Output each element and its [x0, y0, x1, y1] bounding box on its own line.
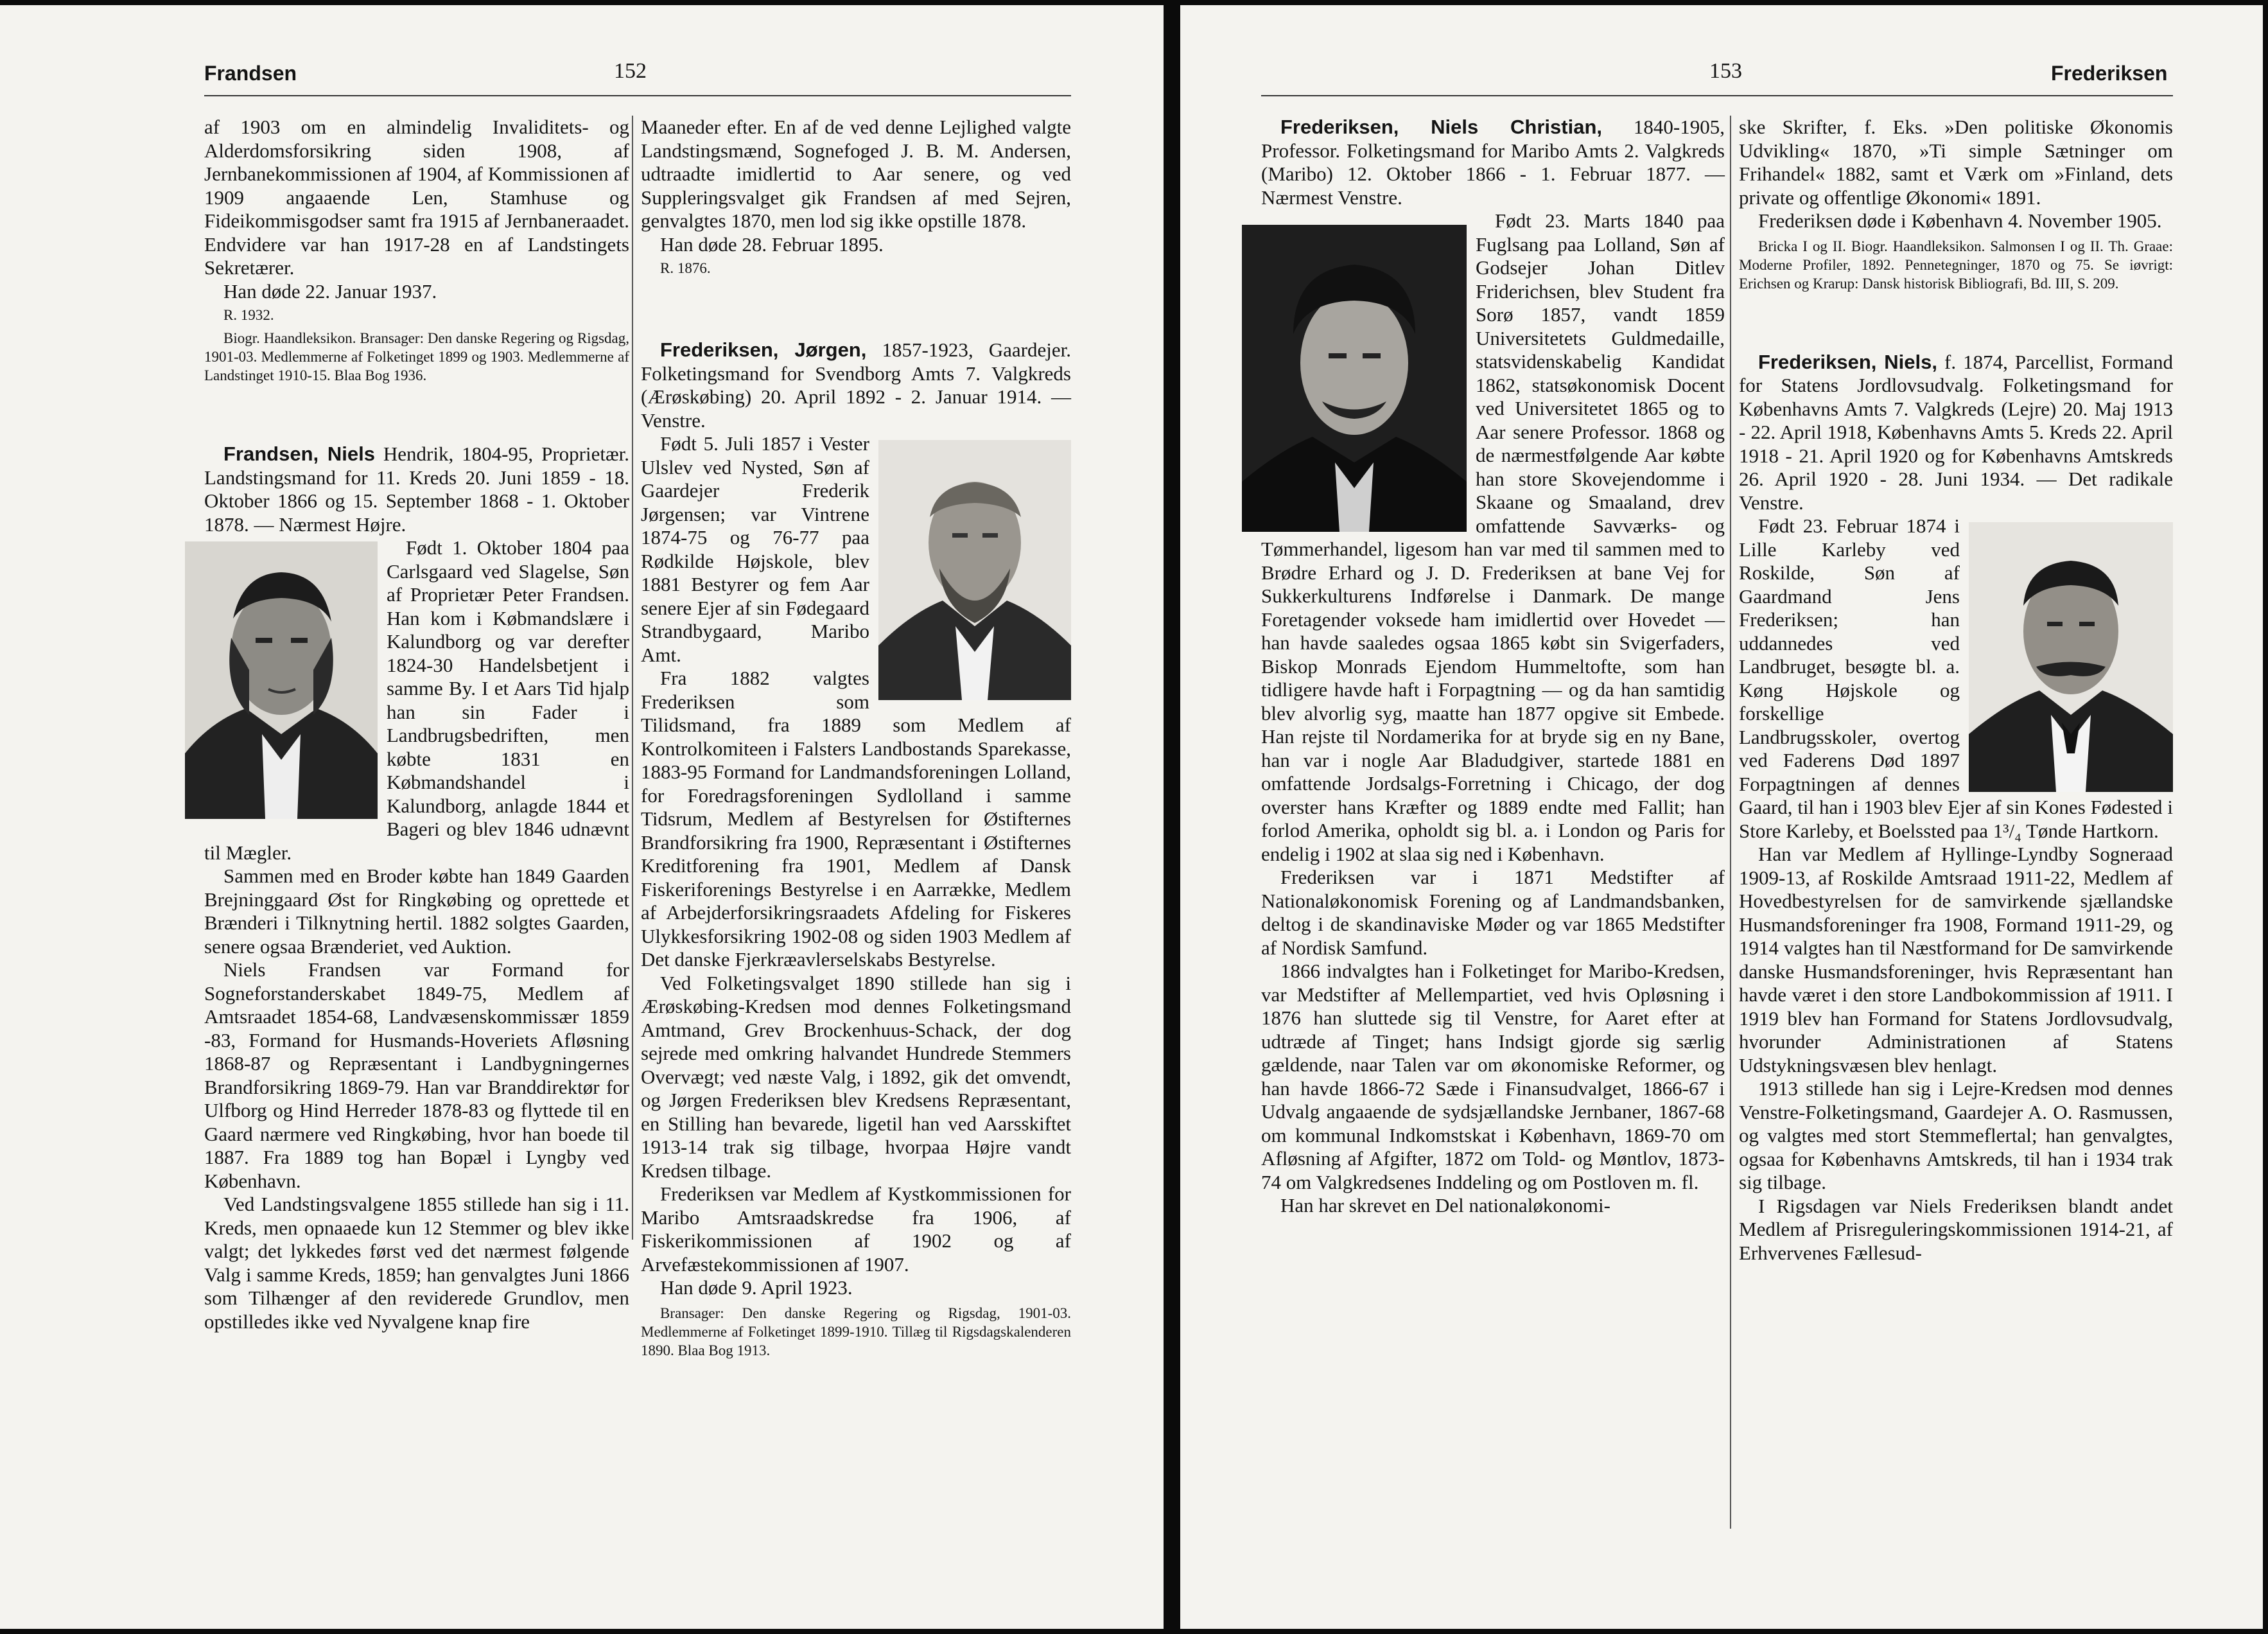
engraving-image [185, 541, 378, 819]
paragraph: Født 23. Februar 1874 i Lille Karleby ved Roskilde, Søn af Gaardmand Jens Frederiksen; han uddannedes ved Landbruget, besøgte bl. a. Køng Højskole og forskellige Landbrugsskoler, overtog ved Faderens Død 1897 Forpagtningen af dennes Gaard, til han i 1903 blev Ejer af sin Kones Fødested i Store Karleby, et Boelssted paa 1³/₄ Tønde Hartkorn. [1739, 514, 2173, 842]
portrait-niels-frederiksen [1969, 522, 2173, 792]
page-number: 152 [614, 59, 647, 83]
paragraph: Maaneder efter. En af de ved denne Lejlighed valgte Landstingsmænd, Sognefoged J. B. M. Andersen, udtraadte imidlertid to Aar senere, og ved Suppleringsvalget gik Frandsen af med Sejren, genvalgtes 1870, men lod sig ikke opstille 1878. [641, 116, 1071, 232]
running-head: Frandsen [204, 62, 297, 85]
photo-image [1242, 225, 1467, 532]
paragraph: Født 1. Oktober 1804 paa Carlsgaard ved Slagelse, Søn af Proprietær Peter Frandsen. Han kom i Købmandslære i Kalundborg og var derefter 1824-30 Handelsbetjent i samme By. I et Aars Tid hjalp han sin Fader i Landbrugsbedriften, men købte 1831 en Købmandshandel i Kalundborg, anlagde 1844 et Bageri og blev 1846 udnævnt til Mægler. [204, 536, 629, 864]
left-page [0, 5, 1164, 1629]
entry-name: Frederiksen, Jørgen, [660, 338, 867, 361]
photo-image [1969, 522, 2173, 792]
portrait-jorgen-frederiksen [878, 440, 1071, 700]
paragraph: Ved Folketingsvalget 1890 stillede han sig i Ærøskøbing-Kredsen mod dennes Folketingsmand Amtmand, Grev Brockenhuus-Schack, der dog sejrede med omkring halvandet Hundrede Stemmers Overvægt; ved næste Valg, i 1892, gik det omvendt, og Jørgen Frederiksen blev Kredsens Repræsentant, en Stilling han bevarede, ligetil han ved Aarsskiftet 1913-14 trak sig tilbage, hvorpaa Højre vandt Kredsen tilbage. [641, 971, 1071, 1182]
entry-name: Frederiksen, Niels Christian, [1280, 116, 1602, 138]
paragraph: Fra 1882 valgtes Frederiksen som Tilidsmand, fra 1889 som Medlem af Kontrolkomiteen i Falsters Landbostands Sparekasse, 1883-95 Formand for Landmandsforeningen Lolland, for Foredragsforeningen Sydlolland i samme Tidsrum, Medlem af Bestyrelsen for Østifternes Brandforsikring fra 1900, Repræsentant i Østifternes Kreditforening fra 1901, Medlem af Dansk Fiskeriforenings Bestyrelse i en Aarrække, Medlem af Arbejderforsikringsraadets Afdeling for Fiskeres Ulykkesforsikring 1902-08 og siden 1903 Medlem af Det danske Fjerkræavlerselskabs Bestyrelse. [641, 667, 1071, 971]
paragraph: 1866 indvalgtes han i Folketinget for Maribo-Kredsen, var Medstifter af Mellempartiet, ved hvis Opløsning i 1876 han sluttede sig til Venstre, for Aaret efter at udtræde af Tinget; hans Indsigt gjorde sig særlig gældende, naar Talen var om økonomiske Reformer, og han havde 1866-72 Sæde i Finansudvalget, 1866-67 i Udvalg angaaende de sydsjællandske Jernbaner, 1867-68 om kommunal Indkomstskat i København, 1869-70 om Afløsning af Afgifter, 1872 om Told- og Møntlov, 1873-74 om Valgkredsenes Inddeling og om Postloven m. fl. [1261, 960, 1725, 1193]
portrait-niels-frandsen [185, 541, 378, 819]
paragraph: ske Skrifter, f. Eks. »Den politiske Økonomis Udvikling« 1870, »Ti simple Sætninger om Frihandel« 1882, samt et Værk om »Finland, dets private og offentlige Økonomi« 1891. [1739, 116, 2173, 209]
header-rule [1261, 95, 2173, 96]
paragraph: Født 5. Juli 1857 i Vester Ulslev ved Nysted, Søn af Gaardejer Frederik Jørgensen; var Vintrene 1874-75 og 76-77 paa Rødkilde Højskole, blev 1881 Bestyrer og fem Aar senere Ejer af sin Fødegaard Strandbygaard, Maribo Amt. [641, 432, 869, 666]
paragraph: Frederiksen døde i København 4. November 1905. [1758, 209, 2162, 232]
sources: Bransager: Den danske Regering og Rigsdag, 1901-03. Medlemmerne af Folketinget 1899-1910. Tillæg til Rigsdagskalenderen 1890. Blaa Bog 1913. [641, 1305, 1071, 1358]
paragraph: Frederiksen var Medlem af Kystkommissionen for Maribo Amtsraadskredse fra 1906, af Fiskerikommissionen af 1902 og af Arvefæstekommissionen af 1907. [641, 1182, 1071, 1276]
page-number: 153 [1709, 59, 1742, 83]
column-right [641, 116, 1071, 1360]
right-page [1180, 5, 2263, 1629]
column-divider [632, 116, 633, 1240]
portrait-float [185, 541, 378, 819]
column-right [1739, 116, 2173, 1265]
paragraph: I Rigsdagen var Niels Frederiksen blandt andet Medlem af Prisreguleringskommissionen 1914-21, af Erhvervenes Fællesud- [1739, 1194, 2173, 1264]
portrait-niels-christian-frederiksen [1242, 225, 1467, 532]
header-rule [204, 95, 1071, 96]
page-header [1180, 59, 2263, 100]
column-left [1261, 116, 1725, 1218]
paragraph: Han døde 22. Januar 1937. [223, 279, 437, 303]
paragraph: Sammen med en Broder købte han 1849 Gaarden Brejninggaard Øst for Ringkøbing og oprettede et Brænderi i Tilknytning hertil. 1882 solgtes Gaarden, senere ogsaa Brænderiet, ved Auktion. [204, 865, 629, 958]
running-head: Frederiksen [2051, 62, 2168, 85]
entry-heading: Frandsen, Niels Hendrik, 1804-95, Proprietær. Landstingsmand for 11. Kreds 20. Juni 1859 - 18. Oktober 1866 og 15. September 1868 - 1. Oktober 1878. — Nærmest Højre. [204, 443, 629, 536]
portrait-float [1969, 522, 2173, 792]
column-left [204, 116, 629, 1333]
paragraph: Ved Landstingsvalgene 1855 stillede han sig i 11. Kreds, men opnaaede kun 12 Stemmer og blev ikke valgt; det lykkedes først ved det nærmest følgende Valg i samme Kreds, 1859; han genvalgtes Juni 1866 som Tilhænger af den reviderede Grundlov, men opstilledes ikke ved Nyvalgene knap fire [204, 1193, 629, 1333]
photo-image [878, 440, 1071, 700]
paragraph: Frederiksen var i 1871 Medstifter af Nationaløkonomisk Forening og af Landmandsbanken, deltog i de skandinaviske Møder og var 1865 Medstifter af Nordisk Samfund. [1261, 866, 1725, 959]
sources: Biogr. Haandleksikon. Bransager: Den danske Regering og Rigsdag, 1901-03. Medlemmerne af Folketinget 1899 og 1903. Medlemmerne af Landstinget 1910-15. Blaa Bog 1936. [204, 330, 629, 383]
paragraph: Han har skrevet en Del nationaløkonomi- [1280, 1194, 1610, 1217]
entry-name: Frandsen, Niels [223, 443, 375, 465]
portrait-float [878, 440, 1071, 700]
column-divider [1730, 116, 1731, 1529]
order-note: R. 1876. [660, 260, 711, 276]
paragraph: af 1903 om en almindelig Invaliditets- og Alderdomsforsikring siden 1908, af Jernbanekommissionen af 1904, af Kommissionen af 1909 angaaende Len, Stamhuse og Fideikommisgodser samt fra 1915 af Jernbaneraadet. Endvidere var han 1917-28 en af Landstingets Sekretærer. [204, 116, 629, 279]
entry-heading: Frederiksen, Jørgen, 1857-1923, Gaardejer. Folketingsmand for Svendborg Amts 7. Valgkreds (Ærøskøbing) 20. April 1892 - 2. Januar 1914. — Venstre. [641, 338, 1072, 432]
entry-heading: Frederiksen, Niels Christian, 1840-1905, Professor. Folketingsmand for Maribo Amts 2. Valgkreds (Maribo) 12. Oktober 1866 - 1. Februar 1877. — Nærmest Venstre. [1261, 116, 1725, 209]
entry-name: Frederiksen, Niels, [1758, 350, 1937, 373]
paragraph: Født 23. Marts 1840 paa Fuglsang paa Lolland, Søn af Godsejer Johan Ditlev Friderichsen, blev Student fra Sorø 1857, vandt 1859 Universitetets Guldmedaille, statsvidenskabelig Kandidat 1862, statsøkonomisk Docent ved Universitetet 1865 og to Aar senere Professor. 1868 og de nærmestfølgende Aar købte han store Skovejendomme i Skaane og Smaaland, drev omfattende Savværks- og Tømmerhandel, ligesom han var med til sammen med to Brødre Erhard og J. D. Frederiksen at bane Vej for Sukkerkulturens Indførelse i Danmark. De mange Foretagender voksede ham imidlertid over Hovedet — han havde saaledes ogsaa 1865 købt sin Svigerfaders, Biskop Monrads Ejendom Hummeltofte, som han tidligere havde haft i Forpagtning — og da han samtidig blev alvorlig syg, maatte han 1877 opgive sit Embede. Han rejste til Nordamerika for at bryde sig en ny Bane, han var i nogle Aar Bladudgiver, startede 1881 en omfattende Jordsalgs-Forretning i Chicago, der dog overstег hans Kræfter og 1889 endte med Fallit; han forlod Amerika, opholdt sig bl. a. i London og Paris for endelig i 1902 at slaa sig ned i København. [1261, 209, 1725, 865]
page-header [0, 59, 1164, 100]
paragraph: Han døde 28. Februar 1895. [660, 233, 884, 256]
paragraph: Han døde 9. April 1923. [660, 1276, 853, 1299]
paragraph: Han var Medlem af Hyllinge-Lyndby Sogneraad 1909-13, af Roskilde Amtsraad 1911-22, Medlem af Hovedbestyrelsen for de samvirkende sjællandske Husmandsforeninger fra 1908, Formand 1911-29, og 1914 valgtes han til Næstformand for De samvirkende danske Husmandsforeninger, hvis Repræsentant han havde været i den store Landbokommission af 1911. I 1919 blev han Formand for Statens Jordlovsudvalg, hvorunder Administrationen af Statens Udstykningsvæsen blev henlagt. [1739, 843, 2173, 1076]
order-note: R. 1932. [223, 307, 274, 323]
sources: Bricka I og II. Biogr. Haandleksikon. Salmonsen I og II. Th. Graae: Moderne Profiler, 1892. Pennetegninger, 1870 og 75. Se iøvrigt: Erichsen og Krarup: Dansk historisk Bibliografi, Bd. III, S. 209. [1739, 238, 2173, 292]
paragraph: Niels Frandsen var Formand for Sogneforstanderskabet 1849-75, Medlem af Amtsraadet 1854-68, Landvæsenskommissær 1859 -83, Formand for Husmands-Hoveriets Afløsning 1868-87 og Repræsentant i Landbygningernes Brandforsikring 1869-79. Han var Branddirektør for Ulfborg og Hind Herreder 1878-83 og flyttede til en Gaard nærmere ved Ringkøbing, hvor han boede til 1887. Fra 1889 tog han Bopæl i Lyngby ved København. [204, 958, 629, 1192]
entry-heading: Frederiksen, Niels, f. 1874, Parcellist, Formand for Statens Jordlovsudvalg. Folketingsmand for Københavns Amts 7. Valgkreds (Lejre) 20. Maj 1913 - 22. April 1918, Københavns Amts 5. Kreds 22. April 1918 - 21. April 1920 og for Københavns Amtskreds 26. April 1920 - 28. Juni 1934. — Det radikale Venstre. [1739, 350, 2174, 514]
paragraph: 1913 stillede han sig i Lejre-Kredsen mod dennes Venstre-Folketingsmand, Gaardejer A. O. Rasmussen, og valgtes med stort Stemmeflertal; han genvalgtes, ogsaa for Københavns Amtskreds, til han i 1934 trak sig tilbage. [1739, 1077, 2173, 1193]
portrait-float [1242, 225, 1467, 532]
